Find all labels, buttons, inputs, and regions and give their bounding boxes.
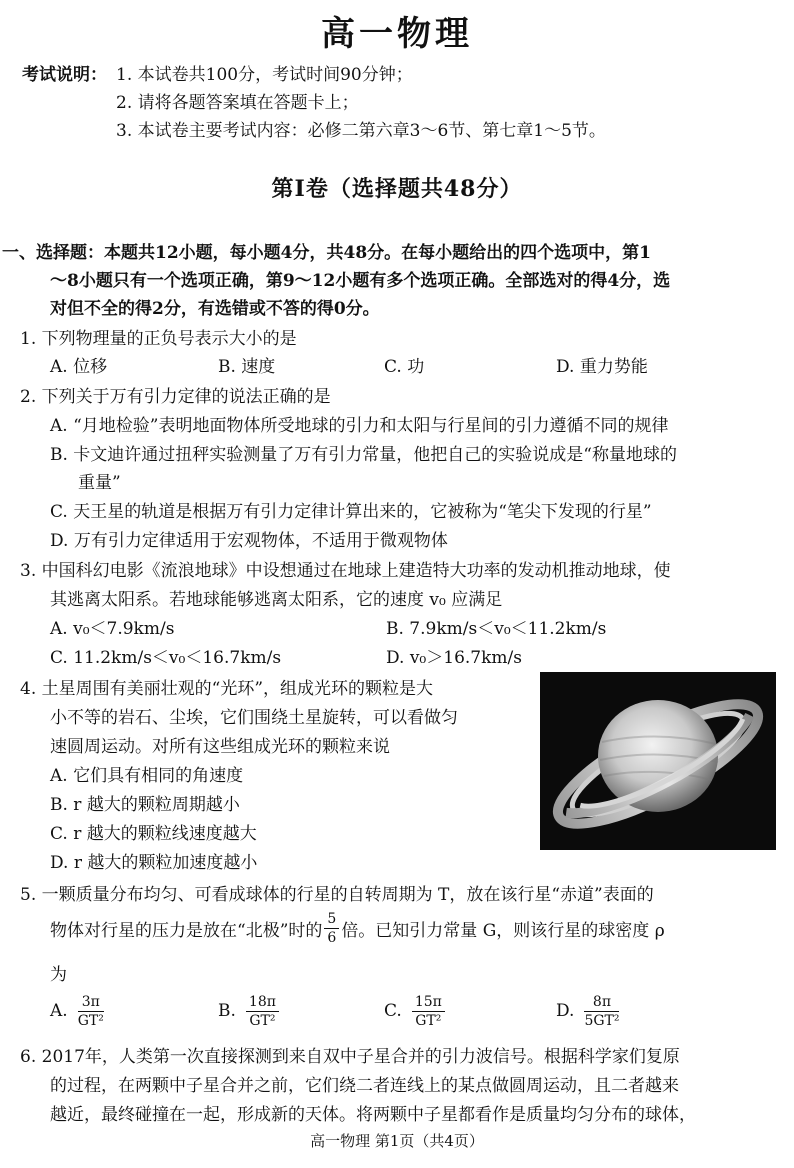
fraction-den: GT²	[415, 1012, 442, 1029]
fraction-num: 3π	[78, 995, 104, 1012]
q5-option-fraction	[412, 995, 445, 1028]
q3-option-b: B. 7.9km/s＜v₀＜11.2km/s	[386, 619, 607, 639]
part-instruction: ～8小题只有一个选项正确，第9～12小题有多个选项正确。全部选对的得4分，选	[50, 271, 671, 291]
note-item: 2. 请将各题答案填在答题卡上；	[116, 93, 359, 113]
fraction-den: GT²	[249, 1012, 276, 1029]
note-item: 1. 本试卷共100分，考试时间90分钟；	[116, 65, 413, 85]
part-instruction: 对但不全的得2分，有选错或不答的得0分。	[50, 299, 380, 319]
question-3-stem: 3. 中国科幻电影《流浪地球》中设想通过在地球上建造特大功率的发动机推动地球，使	[20, 561, 671, 581]
question-4-stem-cont: 小不等的岩石、尘埃，它们围绕土星旋转，可以看做匀	[50, 708, 458, 728]
q3-option-d: D. v₀＞16.7km/s	[386, 648, 522, 668]
q2-option-d: D. 万有引力定律适用于宏观物体，不适用于微观物体	[50, 531, 448, 551]
fraction-den: 5GT²	[584, 1012, 620, 1029]
page-title: 高一物理	[321, 14, 473, 54]
q4-option-d: D. r 越大的颗粒加速度越小	[50, 853, 258, 873]
question-6-stem-cont: 的过程，在两颗中子星合并之前，它们绕二者连线上的某点做圆周运动，且二者越来	[50, 1076, 679, 1096]
saturn-illustration	[540, 672, 776, 850]
fraction-den: GT²	[77, 1012, 104, 1029]
q5-fraction-num: 5	[324, 912, 339, 929]
q5-option-b	[218, 990, 281, 1032]
q4-option-b: B. r 越大的颗粒周期越小	[50, 795, 240, 815]
q2-option-b: B. 卡文迪许通过扭秤实验测量了万有引力常量，他把自己的实验说成是“称量地球的	[50, 445, 677, 465]
question-5-stem-cont	[50, 908, 665, 948]
q5-fraction	[324, 912, 339, 945]
q5-text-pre: 物体对行星的压力是放在“北极”时的	[50, 920, 323, 941]
q5-option-label: D.	[556, 1001, 575, 1021]
q5-option-a	[50, 990, 106, 1032]
q1-option-c: C. 功	[384, 357, 425, 377]
q5-option-fraction	[584, 995, 619, 1028]
page-footer: 高一物理 第1页（共4页）	[310, 1132, 484, 1150]
q5-text-post: 倍。已知引力常量 G，则该行星的球密度 ρ	[341, 920, 665, 941]
q5-option-label: C.	[384, 1001, 402, 1021]
notes-label: 考试说明：	[22, 65, 107, 85]
fraction-num: 15π	[412, 995, 445, 1012]
part-instruction: 一、选择题：本题共12小题，每小题4分，共48分。在每小题给出的四个选项中，第1	[2, 243, 651, 263]
question-4-stem-cont: 速圆周运动。对所有这些组成光环的颗粒来说	[50, 737, 390, 757]
q5-option-label: B.	[218, 1001, 236, 1021]
question-4-stem: 4. 土星周围有美丽壮观的“光环”，组成光环的颗粒是大	[20, 679, 434, 699]
fraction-num: 8π	[584, 995, 619, 1012]
question-2-stem: 2. 下列关于万有引力定律的说法正确的是	[20, 387, 331, 407]
question-5-stem: 5. 一颗质量分布均匀、可看成球体的行星的自转周期为 T，放在该行星“赤道”表面的	[20, 885, 654, 905]
q3-option-a: A. v₀＜7.9km/s	[50, 619, 175, 639]
q2-option-c: C. 天王星的轨道是根据万有引力定律计算出来的，它被称为“笔尖下发现的行星”	[50, 502, 652, 522]
q5-option-label: A.	[50, 1001, 68, 1021]
q1-option-b: B. 速度	[218, 357, 276, 377]
q1-option-d: D. 重力势能	[556, 357, 648, 377]
q5-option-fraction	[246, 995, 279, 1028]
q5-option-c	[384, 990, 447, 1032]
question-6-stem-cont: 越近，最终碰撞在一起，形成新的天体。将两颗中子星都看作是质量均匀分布的球体，	[50, 1105, 696, 1125]
q5-option-d	[556, 990, 621, 1032]
saturn-image	[540, 672, 776, 850]
fraction-num: 18π	[246, 995, 279, 1012]
q5-fraction-den: 6	[327, 929, 337, 946]
q2-option-a: A. “月地检验”表明地面物体所受地球的引力和太阳与行星间的引力遵循不同的规律	[50, 416, 669, 436]
q3-option-c: C. 11.2km/s＜v₀＜16.7km/s	[50, 648, 282, 668]
q5-option-fraction	[78, 995, 104, 1028]
q4-option-c: C. r 越大的颗粒线速度越大	[50, 824, 257, 844]
question-1-stem: 1. 下列物理量的正负号表示大小的是	[20, 329, 297, 349]
question-5-stem-end: 为	[50, 965, 67, 985]
q4-option-a: A. 它们具有相同的角速度	[50, 766, 244, 786]
question-6-stem: 6. 2017年，人类第一次直接探测到来自双中子星合并的引力波信号。根据科学家们复原	[20, 1047, 680, 1067]
q2-option-b-cont: 重量”	[78, 473, 121, 493]
note-item: 3. 本试卷主要考试内容：必修二第六章3～6节、第七章1～5节。	[116, 121, 606, 141]
question-3-stem-cont: 其逃离太阳系。若地球能够逃离太阳系，它的速度 v₀ 应满足	[50, 590, 503, 610]
section-title: 第Ⅰ卷（选择题共48分）	[271, 176, 523, 202]
q1-option-a: A. 位移	[50, 357, 108, 377]
